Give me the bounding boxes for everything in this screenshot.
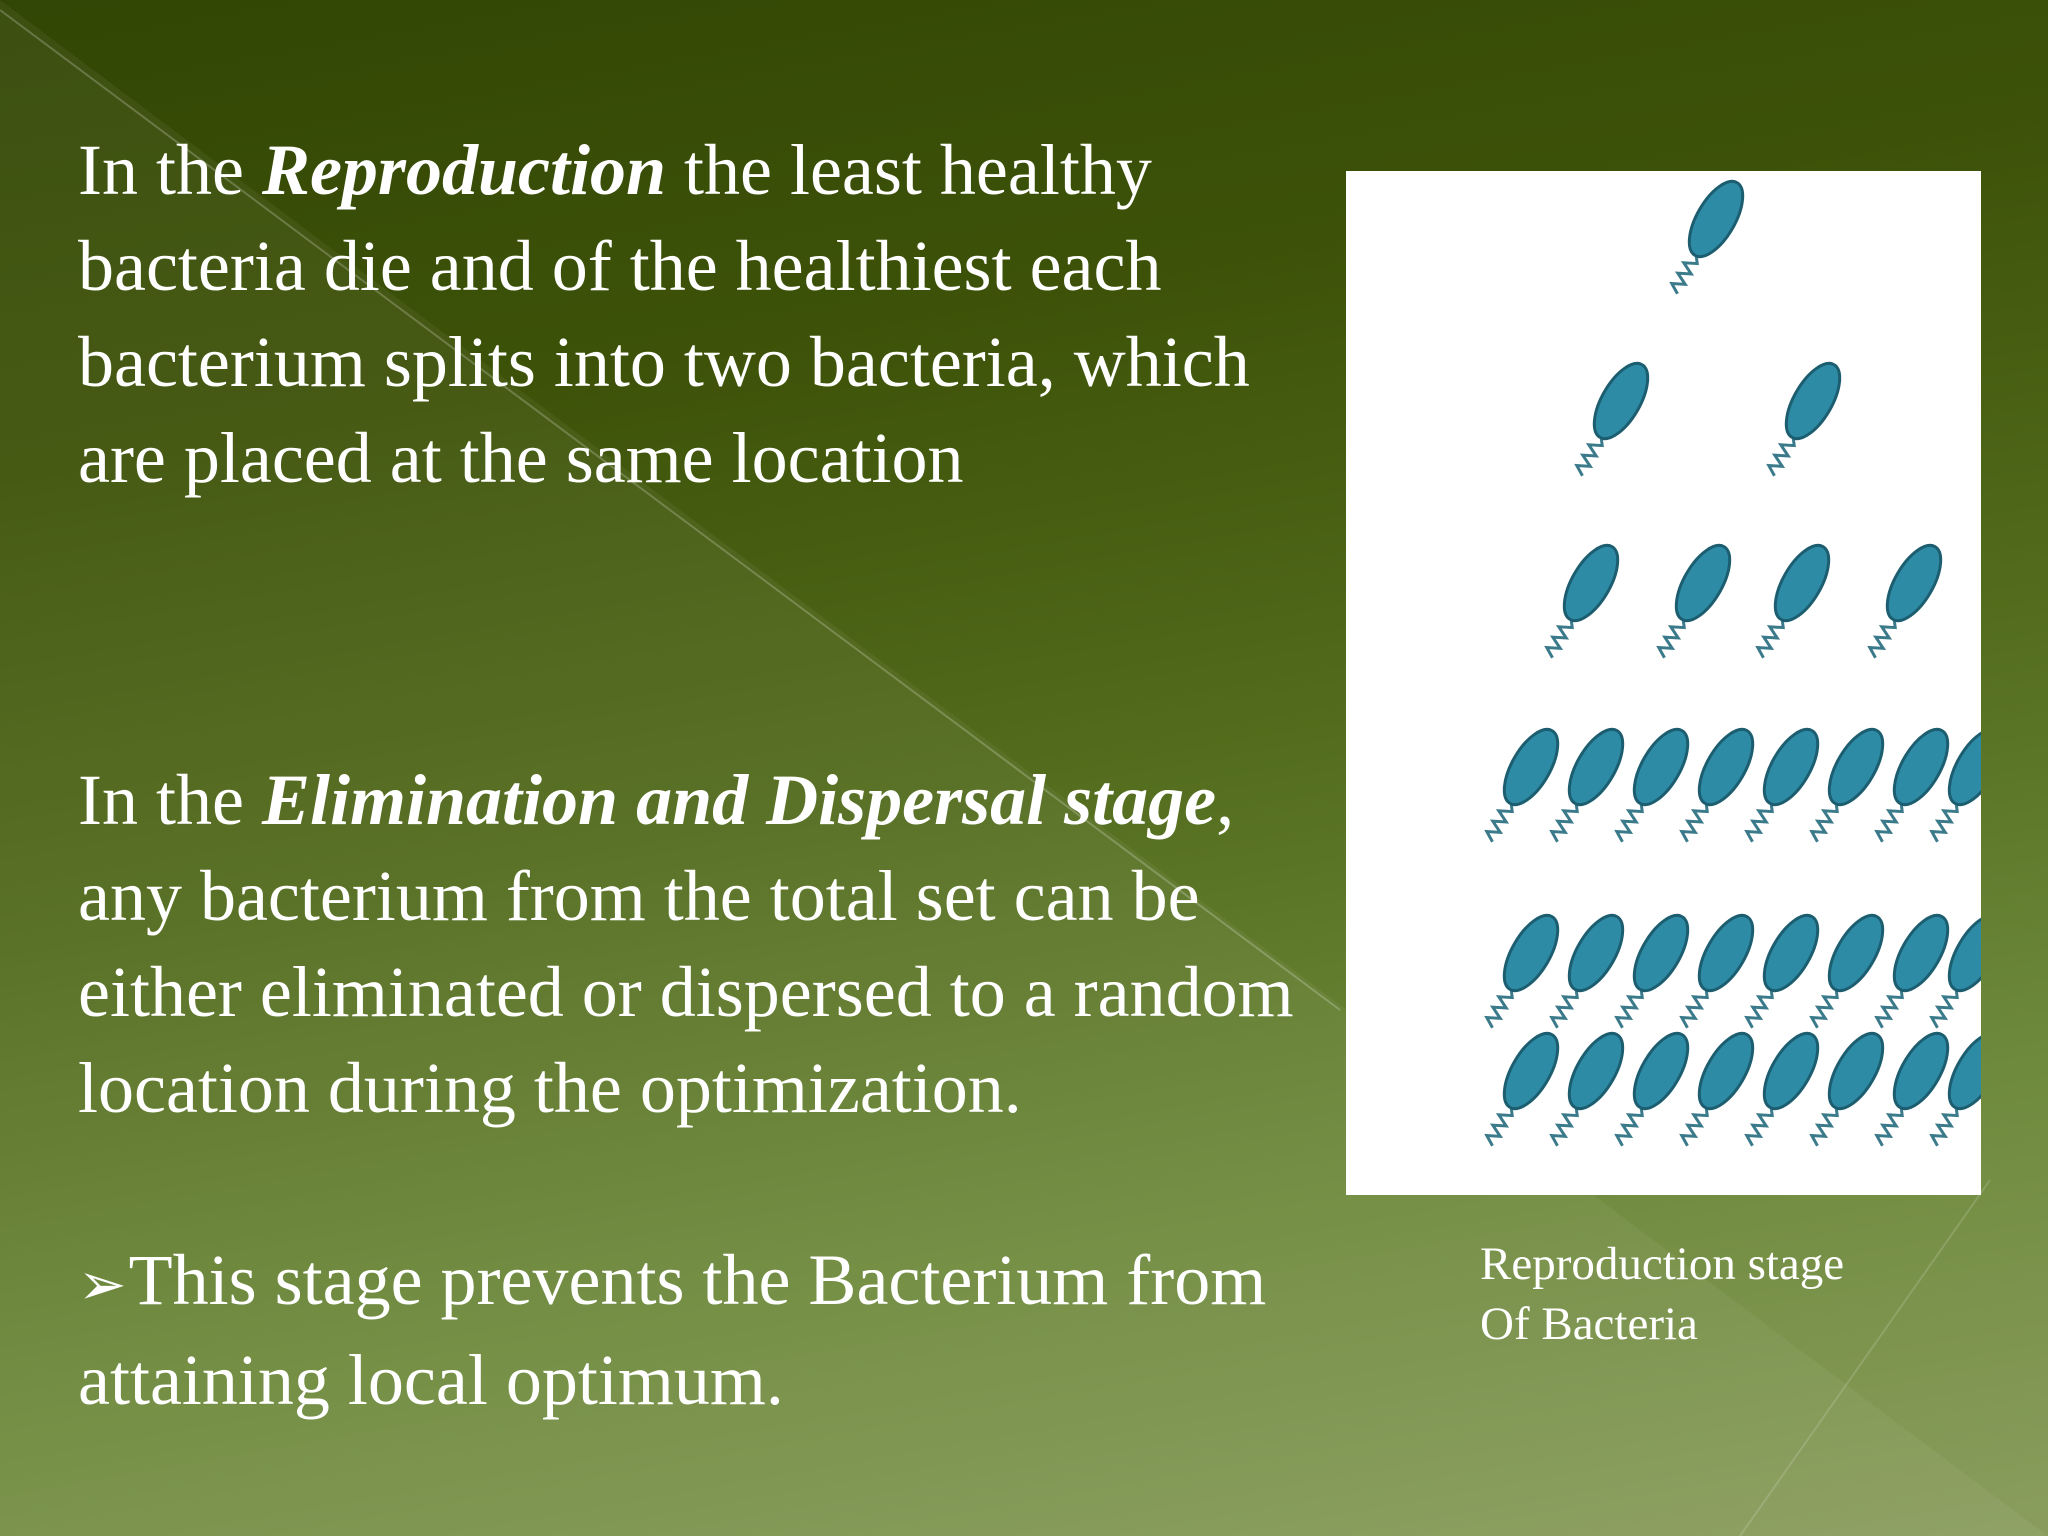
para1-body: the least healthy bacteria die and of the healthiest each bacterium splits into two bacteria, which are placed at the same location — [78, 130, 1250, 498]
bacterium-body — [1754, 907, 1829, 999]
bacterium-body — [1754, 721, 1829, 813]
bacterium — [1755, 355, 1851, 483]
bacterium-body — [1624, 721, 1699, 813]
bacterium-body — [1689, 907, 1764, 999]
bacterium-body — [1819, 721, 1894, 813]
bacterium — [1473, 907, 1569, 1035]
bacterium — [1563, 355, 1659, 483]
bacterium-body — [1554, 537, 1629, 629]
bacterium-body — [1666, 537, 1741, 629]
bacterium — [1533, 537, 1629, 665]
bullet-text: This stage prevents the Bacterium from attaining local optimum. — [78, 1240, 1267, 1420]
bacterium-body — [1559, 721, 1634, 813]
para2-lead: In the — [78, 760, 262, 840]
para1-lead: In the — [78, 130, 262, 210]
bacterium-body — [1494, 1025, 1569, 1117]
bacterium-body — [1819, 907, 1894, 999]
reproduction-paragraph — [78, 122, 1328, 506]
bacterium-body — [1884, 721, 1959, 813]
bacterium-body — [1679, 173, 1754, 265]
bacterium-body — [1776, 355, 1851, 447]
bacterium — [1645, 537, 1741, 665]
para2-emphasis: Elimination and Dispersal stage — [261, 760, 1217, 840]
bacterium-body — [1689, 721, 1764, 813]
bacterium-body — [1754, 1025, 1829, 1117]
bacterium-body — [1877, 537, 1952, 629]
bacterium-body — [1689, 1025, 1764, 1117]
bacterium-body — [1765, 537, 1840, 629]
caption-line2: Of Bacteria — [1480, 1298, 1698, 1350]
bacterium-body — [1494, 907, 1569, 999]
bacterium — [1744, 537, 1840, 665]
bullet-point — [78, 1232, 1328, 1428]
bacterium-body — [1559, 1025, 1634, 1117]
para1-emphasis: Reproduction — [261, 130, 666, 210]
bacterium-body — [1819, 1025, 1894, 1117]
figure-caption — [1480, 1234, 1844, 1354]
bacterium — [1658, 173, 1754, 301]
bacterium — [1473, 1025, 1569, 1153]
para2-body: , any bacterium from the total set can be either eliminated or dispersed to a random location during the optimization. — [78, 760, 1294, 1128]
bacterium — [1473, 721, 1569, 849]
reproduction-figure — [1346, 171, 1981, 1195]
bacteria-illustration — [1346, 171, 1981, 1195]
bacterium-body — [1884, 1025, 1959, 1117]
bacterium-body — [1624, 1025, 1699, 1117]
bacterium — [1856, 537, 1952, 665]
bacterium-body — [1624, 907, 1699, 999]
elimination-paragraph — [78, 752, 1328, 1136]
bacterium-body — [1584, 355, 1659, 447]
bacterium-body — [1559, 907, 1634, 999]
bacterium-body — [1884, 907, 1959, 999]
arrow-bullet-icon: ➢ — [78, 1250, 127, 1318]
caption-line1: Reproduction stage — [1480, 1238, 1845, 1290]
bacterium-body — [1494, 721, 1569, 813]
